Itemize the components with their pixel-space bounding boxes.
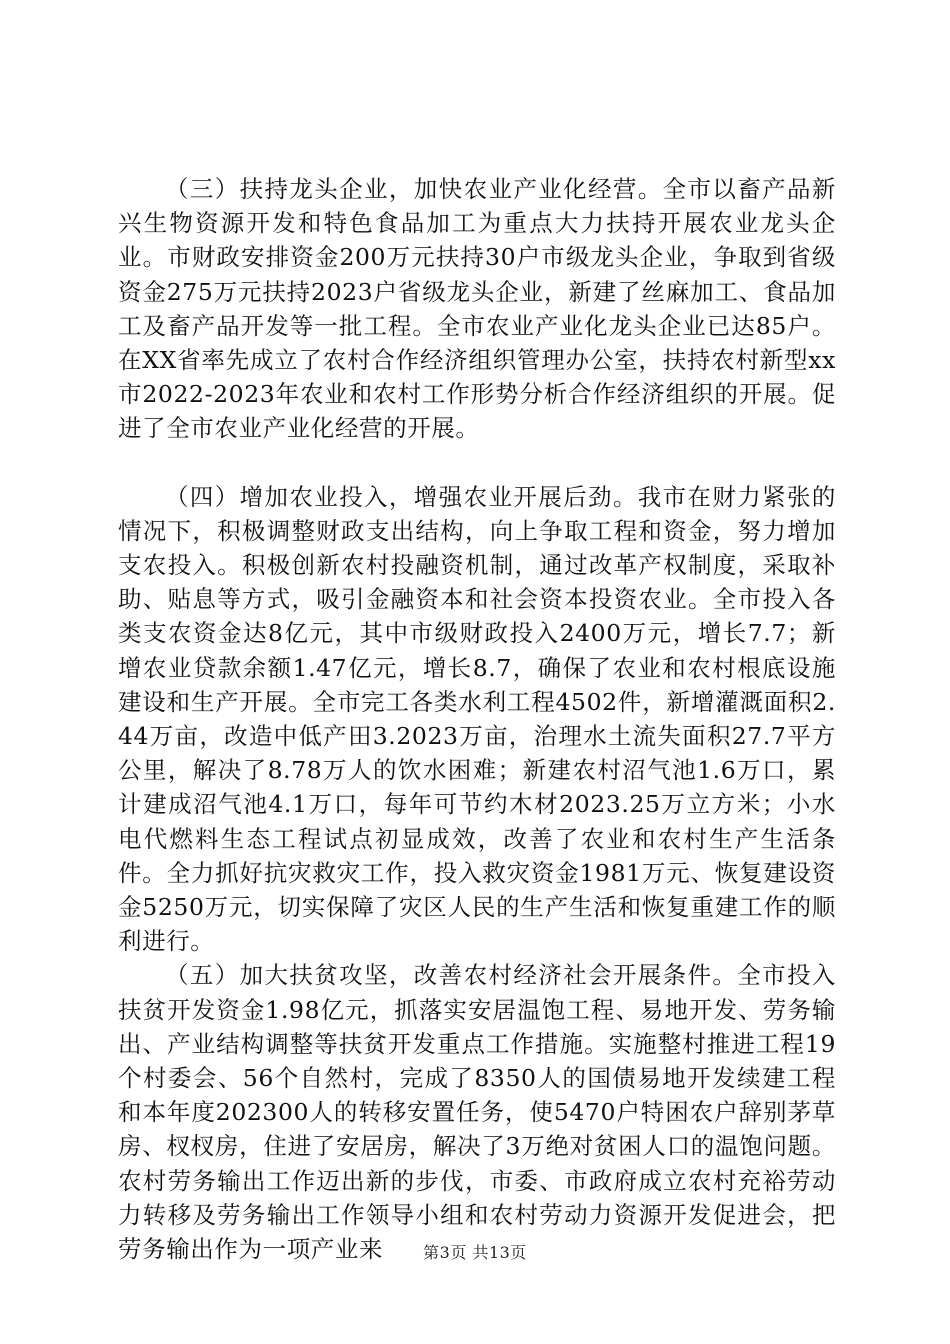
page-footer: 第3页 共13页 — [423, 1243, 527, 1262]
document-body — [118, 172, 836, 1266]
paragraph-section-4: （四）增加农业投入，增强农业开展后劲。我市在财力紧张的情况下，积极调整财政支出结构，向上争取工程和资金，努力增加支农投入。积极创新农村投融资机制，通过改革产权制度，采取补助、贴息等方式，吸引金融资本和社会资本投资农业。全市投入各类支农资金达8亿元，其中市级财政投入2400万元，增长7.7；新增农业贷款余额1.47亿元，增长8.7，确保了农业和农村根底设施建设和生产开展。全市完工各类水利工程4502件，新增灌溉面积2.44万亩，改造中低产田3.2023万亩，治理水土流失面积27.7平方公里，解决了8.78万人的饮水困难；新建农村沼气池1.6万口，累计建成沼气池4.1万口，每年可节约木材2023.25万立方米；小水电代燃料生态工程试点初显成效，改善了农业和农村生产生活条件。全力抓好抗灾救灾工作，投入救灾资金1981万元、恢复建设资金5250万元，切实保障了灾区人民的生产生活和恢复重建工作的顺利进行。 — [118, 482, 836, 956]
paragraph-section-3: （三）扶持龙头企业，加快农业产业化经营。全市以畜产品新兴生物资源开发和特色食品加工为重点大力扶持开展农业龙头企业。市财政安排资金200万元扶持30户市级龙头企业，争取到省级资金275万元扶持2023户省级龙头企业，新建了丝麻加工、食品加工及畜产品开发等一批工程。全市农业产业化龙头企业已达85户。在XX省率先成立了农村合作经济组织管理办公室，扶持农村新型xx市2022-2023年农业和农村工作形势分析合作经济组织的开展。促进了全市农业产业化经营的开展。 — [118, 175, 836, 443]
paragraph-section-5: （五）加大扶贫攻坚，改善农村经济社会开展条件。全市投入扶贫开发资金1.98亿元，抓落实安居温饱工程、易地开发、劳务输出、产业结构调整等扶贫开发重点工作措施。实施整村推进工程19个村委会、56个自然村，完成了8350人的国债易地开发续建工程和本年度202300人的转移安置任务，使5470户特困农户辞别茅草房、杈杈房，住进了安居房，解决了3万绝对贫困人口的温饱问题。农村劳务输出工作迈出新的步伐，市委、市政府成立农村充裕劳动力转移及劳务输出工作领导小组和农村劳动力资源开发促进会，把劳务输出作为一项产业来 — [118, 961, 836, 1264]
